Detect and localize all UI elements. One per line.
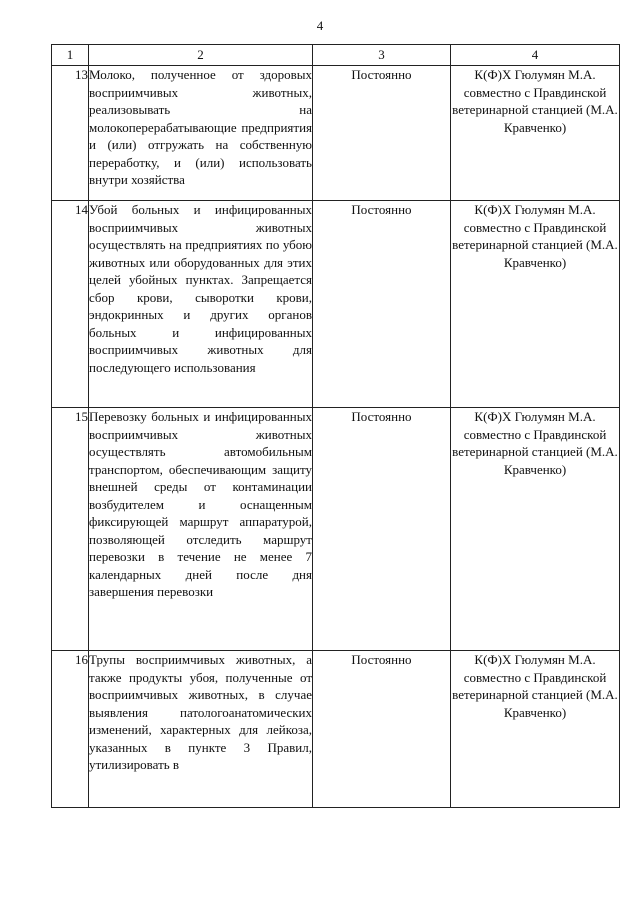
row-number: 15: [52, 408, 89, 651]
measure-description-text: Молоко, полученное от здоровых восприимчивых животных, реализовывать на молокоперерабатывающие предприятия и (или) отгружать на собственную переработку, и (или) использовать внутри хозяйства: [89, 67, 312, 187]
measure-responsible: К(Ф)Х Гюлумян М.А. совместно с Правдинской ветеринарной станцией (М.А. Кравченко): [451, 66, 620, 201]
column-header-3: 3: [313, 45, 451, 66]
column-header-2: 2: [89, 45, 313, 66]
measure-description-text: Убой больных и инфицированных восприимчивых животных осуществлять на предприятиях по убою животных или оборудованных для этих целей убойных пунктах. Запрещается сбор крови, сыворотки крови, эндокринных и других органов больных и инфицированных восприимчивых животных для последующего использования: [89, 202, 312, 375]
measure-period: Постоянно: [313, 408, 451, 651]
table-header-row: [52, 45, 620, 66]
measure-description: [89, 408, 313, 651]
measure-responsible: К(Ф)Х Гюлумян М.А. совместно с Правдинской ветеринарной станцией (М.А. Кравченко): [451, 651, 620, 808]
measure-responsible: К(Ф)Х Гюлумян М.А. совместно с Правдинской ветеринарной станцией (М.А. Кравченко): [451, 408, 620, 651]
measure-description: [89, 201, 313, 408]
table-row: [52, 408, 620, 651]
column-header-4: 4: [451, 45, 620, 66]
row-number: 16: [52, 651, 89, 808]
table-row: [52, 201, 620, 408]
measure-responsible: К(Ф)Х Гюлумян М.А. совместно с Правдинской ветеринарной станцией (М.А. Кравченко): [451, 201, 620, 408]
row-number: 14: [52, 201, 89, 408]
measure-description-text: Перевозку больных и инфицированных восприимчивых животных осуществлять автомобильным транспортом, обеспечивающим защиту внешней среды от контаминации возбудителем и оснащенным фиксирующей маршрут аппаратурой, позволяющей отследить маршрут перевозки в течение не менее 7 календарных дней после дня завершения перевозки: [89, 409, 312, 599]
page-number: 4: [316, 18, 324, 33]
measure-description: [89, 66, 313, 201]
row-number: 13: [52, 66, 89, 201]
measures-table: [51, 44, 620, 808]
column-header-1: 1: [52, 45, 89, 66]
measure-description-text: Трупы восприимчивых животных, а также продукты убоя, полученные от восприимчивых животных, в случае выявления патологоанатомических изменений, характерных для лейкоза, указанных в пункте 3 Правил, утилизировать в: [89, 652, 312, 772]
measure-description: [89, 651, 313, 808]
measure-period: Постоянно: [313, 651, 451, 808]
table-row: [52, 66, 620, 201]
measure-period: Постоянно: [313, 66, 451, 201]
table-row: [52, 651, 620, 808]
measure-period: Постоянно: [313, 201, 451, 408]
